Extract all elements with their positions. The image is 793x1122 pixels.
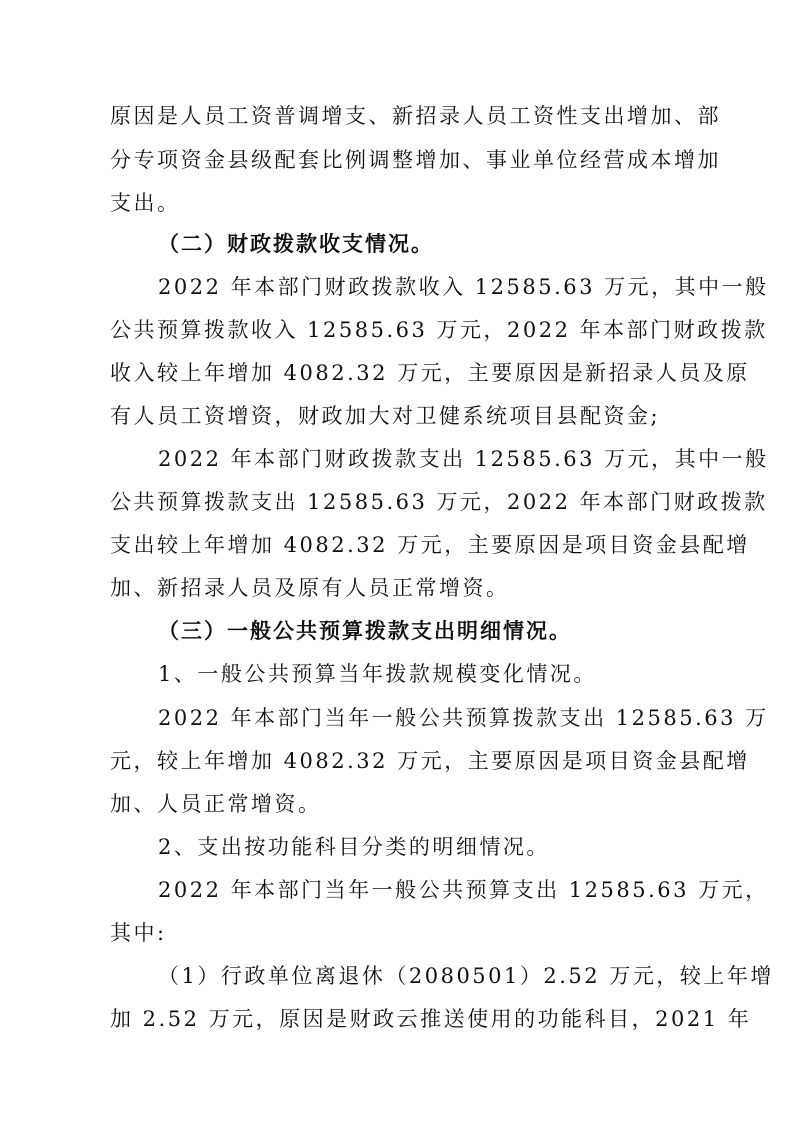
paragraph-line: 收入较上年增加 4082.32 万元，主要原因是新招录人员及原 [110, 361, 750, 385]
paragraph-line: 2022 年本部门财政拨款支出 12585.63 万元，其中一般 [158, 447, 769, 471]
paragraph-line: 2022 年本部门当年一般公共预算拨款支出 12585.63 万 [158, 706, 769, 730]
paragraph-line: 有人员工资增资，财政加大对卫健系统项目县配资金; [110, 404, 661, 428]
paragraph-line: 加、新招录人员及原有人员正常增资。 [110, 576, 510, 600]
paragraph-line: 2022 年本部门财政拨款收入 12585.63 万元，其中一般 [158, 275, 769, 299]
paragraph-line: 2022 年本部门当年一般公共预算支出 12585.63 万元， [158, 878, 769, 902]
paragraph-line: 其中: [110, 921, 167, 945]
paragraph-line: 支出。 [110, 191, 181, 215]
paragraph-line: 元，较上年增加 4082.32 万元，主要原因是项目资金县配增 [110, 749, 750, 773]
paragraph-line: 加、人员正常增资。 [110, 792, 322, 816]
paragraph-line: （1）行政单位离退休（2080501）2.52 万元，较上年增 [158, 964, 774, 988]
paragraph-line: 分专项资金县级配套比例调整增加、事业单位经营成本增加 [110, 148, 721, 172]
paragraph-line: 2、支出按功能科目分类的明细情况。 [158, 835, 550, 859]
paragraph-line: 1、一般公共预算当年拨款规模变化情况。 [158, 662, 597, 686]
section-heading-2: （二）财政拨款收支情况。 [158, 232, 434, 256]
paragraph-line: 公共预算拨款支出 12585.63 万元，2022 年本部门财政拨款 [110, 490, 768, 514]
paragraph-line: 原因是人员工资普调增支、新招录人员工资性支出增加、部 [110, 104, 721, 128]
paragraph-line: 公共预算拨款收入 12585.63 万元，2022 年本部门财政拨款 [110, 318, 768, 342]
paragraph-line: 支出较上年增加 4082.32 万元，主要原因是项目资金县配增 [110, 533, 750, 557]
section-heading-3: （三）一般公共预算拨款支出明细情况。 [158, 619, 572, 643]
paragraph-line: 加 2.52 万元，原因是财政云推送使用的功能科目，2021 年 [110, 1007, 752, 1031]
